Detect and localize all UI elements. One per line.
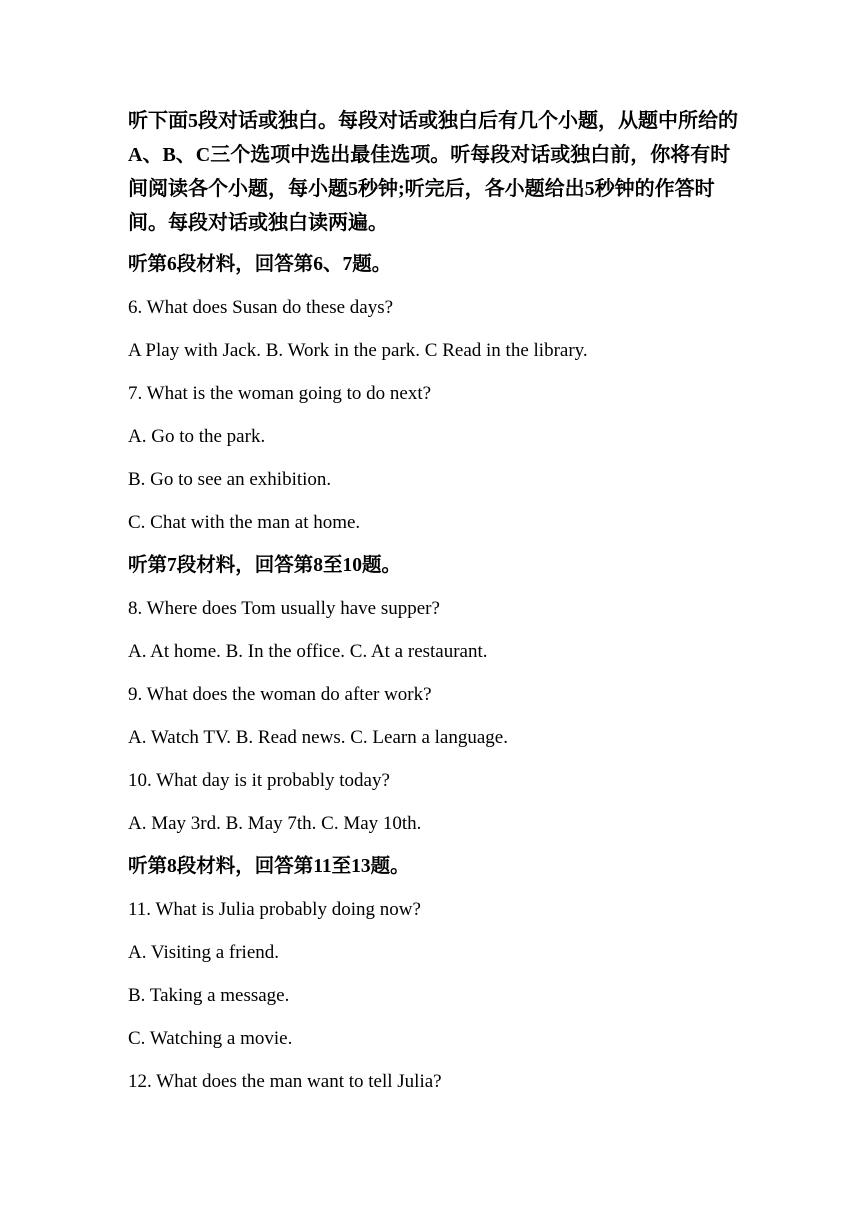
answer-options: A. At home. B. In the office. C. At a restaurant. xyxy=(128,641,488,662)
answer-option: B. Taking a message. xyxy=(128,985,290,1006)
section-heading: 听第8段材料，回答第11至13题。 xyxy=(128,856,410,877)
question-text: 6. What does Susan do these days? xyxy=(128,297,394,318)
answer-option: C. Watching a movie. xyxy=(128,1028,293,1049)
document-page xyxy=(128,104,738,1112)
question-text: 8. Where does Tom usually have supper? xyxy=(128,598,440,619)
answer-option: A. Visiting a friend. xyxy=(128,942,280,963)
question-text: 7. What is the woman going to do next? xyxy=(128,383,432,404)
question-text: 11. What is Julia probably doing now? xyxy=(128,899,421,920)
question-text: 10. What day is it probably today? xyxy=(128,770,390,791)
question-list xyxy=(128,252,738,1112)
answer-option: B. Go to see an exhibition. xyxy=(128,469,332,490)
answer-options: A Play with Jack. B. Work in the park. C Read in the library. xyxy=(128,340,588,361)
instructions-paragraph: 听下面5段对话或独白。每段对话或独白后有几个小题，从题中所给的A、B、C三个选项中选出最佳选项。听每段对话或独白前，你将有时间阅读各个小题，每小题5秒钟;听完后，各小题给出5秒钟的作答时间。每段对话或独白读两遍。 xyxy=(128,110,738,234)
section-heading: 听第6段材料，回答第6、7题。 xyxy=(128,254,392,275)
question-text: 9. What does the woman do after work? xyxy=(128,684,432,705)
answer-options: A. May 3rd. B. May 7th. C. May 10th. xyxy=(128,813,422,834)
answer-option: C. Chat with the man at home. xyxy=(128,512,361,533)
answer-options: A. Watch TV. B. Read news. C. Learn a language. xyxy=(128,727,508,748)
answer-option: A. Go to the park. xyxy=(128,426,266,447)
question-text: 12. What does the man want to tell Julia? xyxy=(128,1071,442,1092)
section-heading: 听第7段材料，回答第8至10题。 xyxy=(128,555,402,576)
